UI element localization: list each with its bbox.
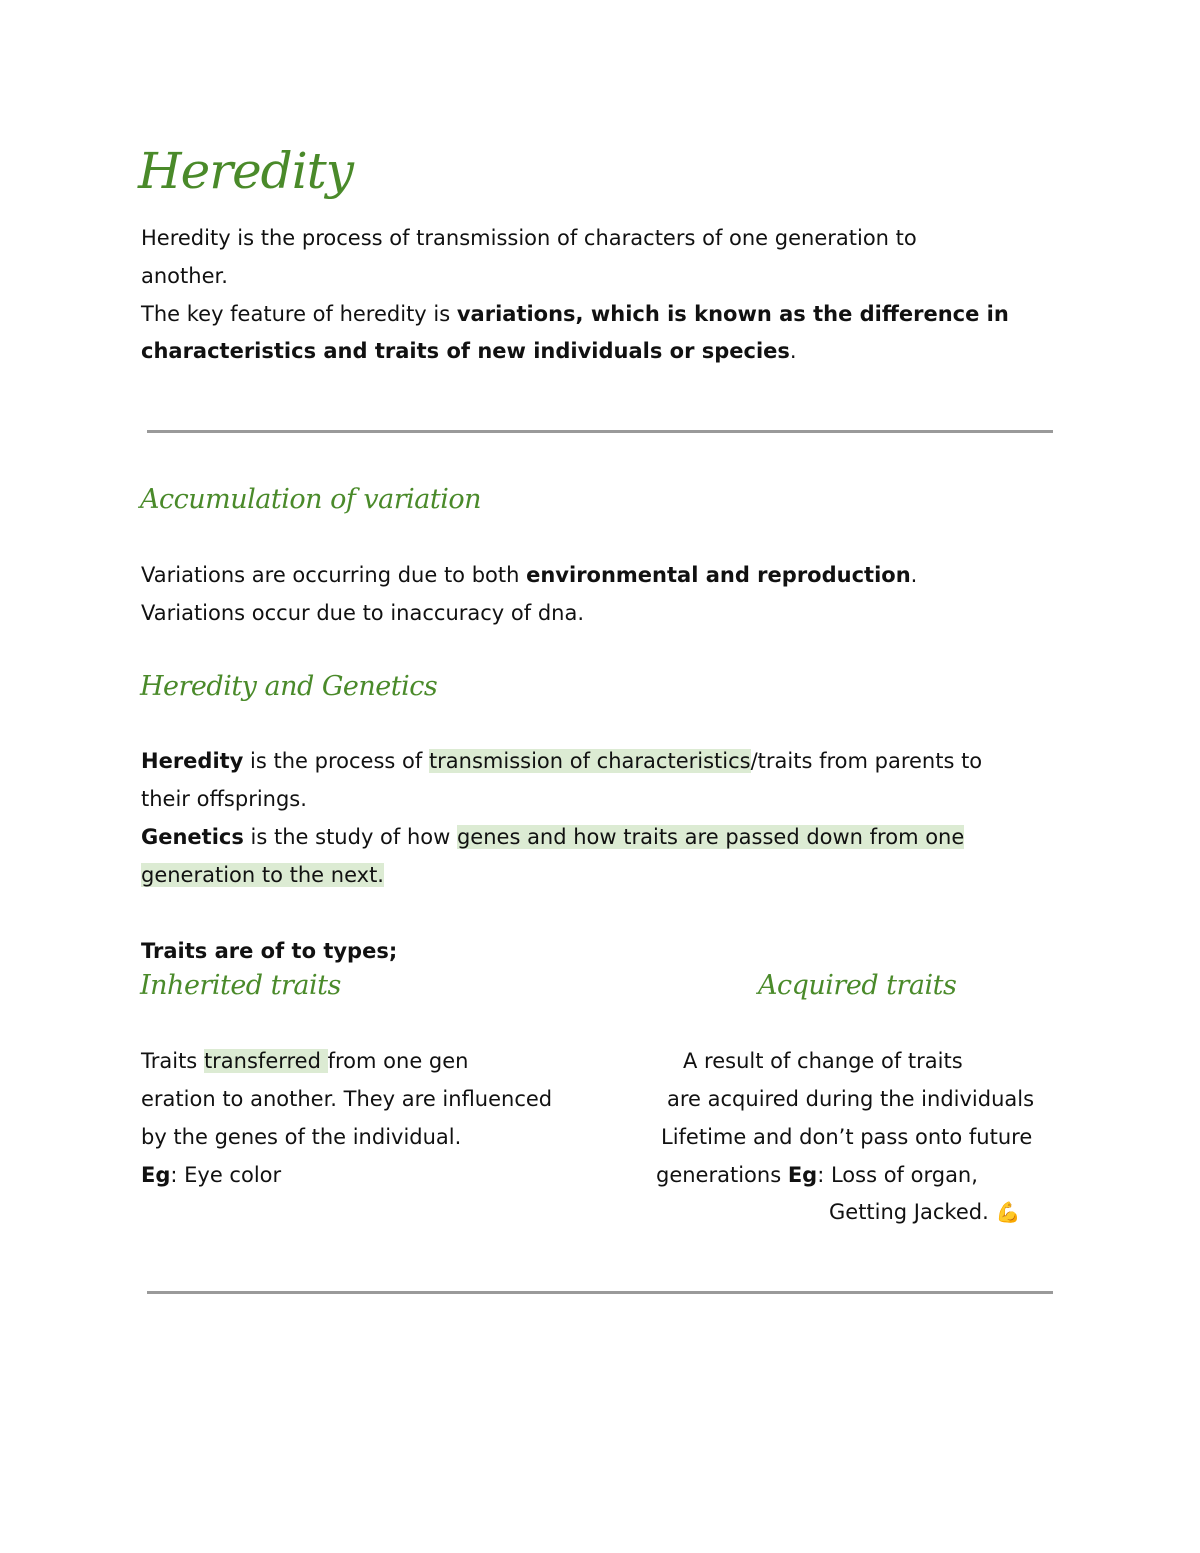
inherited-line-1-b: from one gen <box>327 1049 469 1073</box>
genetics-p2-line-2 <box>141 856 384 894</box>
intro-line-2: another. <box>141 264 228 288</box>
inherited-line-2: eration to another. They are influenced <box>141 1087 553 1111</box>
acquired-line-1: A result of change of traits <box>683 1049 963 1073</box>
trait-types-intro: Traits are of to types; <box>141 939 398 963</box>
genetics-p2-highlight-2: generation to the next. <box>141 863 384 887</box>
accumulation-heading: Accumulation of variation <box>140 484 482 515</box>
intro-line-3-bold: variations, which is known as the difference in <box>456 302 1009 326</box>
intro-line-4 <box>141 332 797 370</box>
accumulation-line-1-bold: environmental and reproduction <box>526 563 911 587</box>
genetics-heading: Heredity and Genetics <box>140 671 438 702</box>
genetics-p1-line-1 <box>141 742 982 780</box>
inherited-traits-heading: Inherited traits <box>140 970 341 1001</box>
inherited-eg-label: Eg <box>141 1163 171 1187</box>
accumulation-line-1-end: . <box>910 563 918 587</box>
genetics-p1-highlight: transmission of characteristics <box>428 749 751 773</box>
genetics-p1-text-b: /traits from parents to <box>750 749 983 773</box>
inherited-line-1 <box>141 1042 468 1080</box>
intro-line-3 <box>141 295 1009 333</box>
accumulation-line-1-plain: Variations are occurring due to both <box>141 563 527 587</box>
accumulation-line-2: Variations occur due to inaccuracy of dna. <box>141 601 584 625</box>
acquired-eg-label: Eg <box>787 1163 818 1187</box>
inherited-line-1-a: Traits <box>141 1049 204 1073</box>
acquired-line-4-b: : Loss of organ, <box>817 1163 978 1187</box>
acquired-line-4 <box>656 1156 978 1194</box>
intro-line-4-end: . <box>789 339 797 363</box>
genetics-term: Genetics <box>141 825 244 849</box>
flexed-biceps-icon: 💪 <box>995 1200 1021 1224</box>
acquired-line-5 <box>829 1193 1020 1231</box>
inherited-example <box>141 1156 281 1194</box>
inherited-eg-text: : Eye color <box>170 1163 282 1187</box>
acquired-line-3: Lifetime and don’t pass onto future <box>661 1125 1033 1149</box>
acquired-line-4-a: generations <box>656 1163 788 1187</box>
genetics-p1-line-2: their offsprings. <box>141 787 307 811</box>
inherited-line-3: by the genes of the individual. <box>141 1125 462 1149</box>
genetics-p2-text-a: is the study of how <box>243 825 457 849</box>
section-divider-1 <box>147 430 1053 433</box>
genetics-p1-text-a: is the process of <box>243 749 429 773</box>
acquired-line-2: are acquired during the individuals <box>667 1087 1035 1111</box>
genetics-p2-highlight: genes and how traits are passed down from one <box>456 825 965 849</box>
acquired-traits-heading: Acquired traits <box>758 970 957 1001</box>
acquired-line-5-text: Getting Jacked. <box>829 1200 989 1224</box>
accumulation-line-1 <box>141 556 917 594</box>
heredity-term: Heredity <box>141 749 244 773</box>
section-divider-2 <box>147 1291 1053 1294</box>
intro-line-3-plain: The key feature of heredity is <box>141 302 457 326</box>
page-title: Heredity <box>138 142 354 200</box>
intro-line-4-bold: characteristics and traits of new individuals or species <box>141 339 790 363</box>
genetics-p2-line-1 <box>141 818 964 856</box>
inherited-highlight: transferred <box>203 1049 328 1073</box>
intro-line-1: Heredity is the process of transmission of characters of one generation to <box>141 226 917 250</box>
